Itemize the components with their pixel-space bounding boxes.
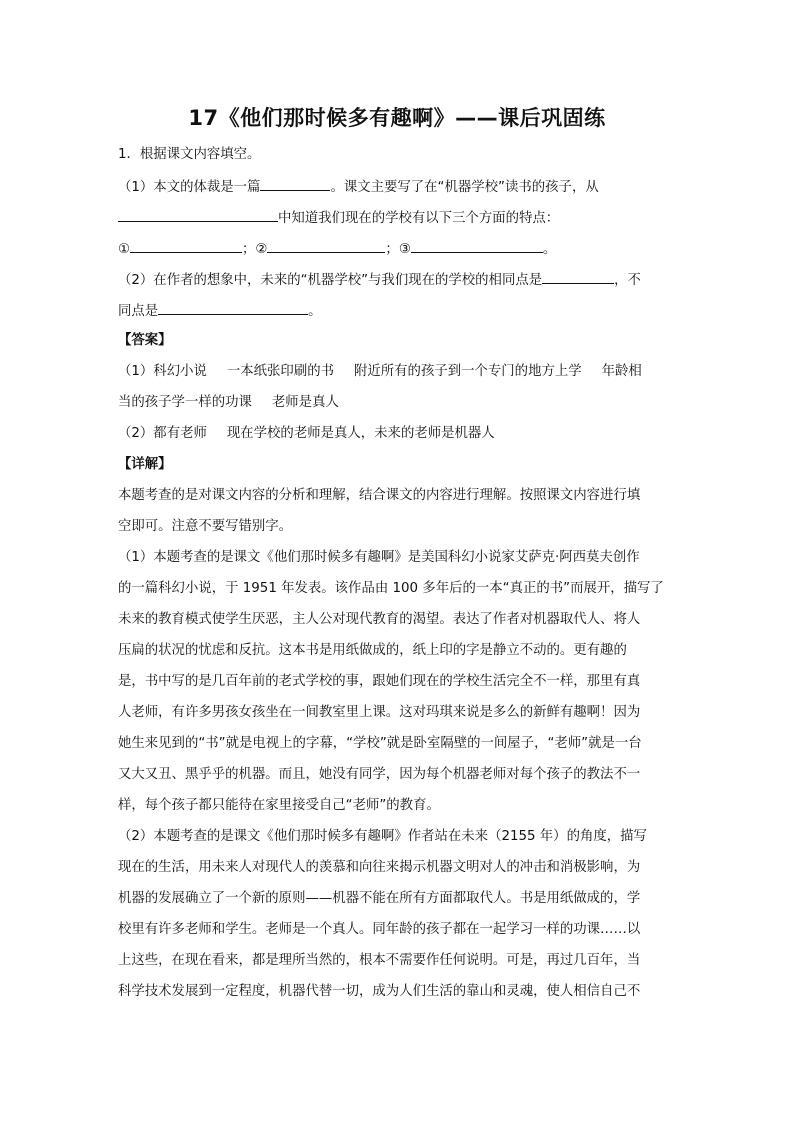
analysis-line: 科学技术发展到一定程度，机器代替一切，成为人们生活的靠山和灵魂，使人相信自己不 [118,984,641,999]
question-2-text-d: 。 [308,304,322,319]
blank-feature-1[interactable] [130,238,242,253]
analysis-line: 样，每个孩子都只能待在家里接受自己“老师”的教育。 [118,798,440,813]
blank-genre[interactable] [260,176,330,191]
analysis-line: （2）本题考查的是课文《他们那时候多有趣啊》作者站在未来（2155 年）的角度，描写 [118,829,647,844]
question-1-line-2 [118,207,559,229]
marker-1: ① [118,242,131,257]
analysis-line: 校里有许多老师和学生。老师是一个真人。同年龄的孩子都在一起学习一样的功课……以 [118,922,641,937]
answer-item: 年龄相 [601,364,642,379]
question-2-line-2 [118,300,322,322]
question-2-line-1 [118,269,641,291]
question-1-line-3 [118,238,556,260]
question-stem: 1．根据课文内容填空。 [118,147,261,162]
page-title: 17《他们那时候多有趣啊》——课后巩固练 [188,106,606,130]
blank-feature-3[interactable] [411,238,543,253]
blank-feature-2[interactable] [267,238,385,253]
answer-item: （2）都有老师 [118,426,207,441]
analysis-line: （1）本题考查的是课文《他们那时候多有趣啊》是美国科幻小说家艾萨克·阿西莫夫创作 [118,550,640,565]
blank-difference[interactable] [158,300,308,315]
blank-similarity[interactable] [542,269,614,284]
answer-item: 一本纸张印刷的书 [226,364,334,379]
analysis-line: 人老师，有许多男孩女孩坐在一间教室里上课。这对玛琪来说是多么的新鲜有趣啊！因为 [118,705,641,720]
analysis-line: 又大又丑、黑乎乎的机器。而且，她没有同学，因为每个机器老师对每个孩子的教法不一 [118,767,641,782]
answer-item: 现在学校的老师是真人，未来的老师是机器人 [226,426,495,441]
question-1-text-c: 中知道我们现在的学校有以下三个方面的特点： [278,211,560,226]
answer-item: 当的孩子学一样的功课 [118,395,252,410]
marker-3: ③ [398,242,411,257]
answer-1-line-2 [118,393,339,413]
analysis-heading: 【详解】 [118,457,172,472]
answer-1-line-1 [118,362,642,382]
analysis-line: 的一篇科幻小说，于 1951 年发表。该作品由 100 多年后的一本“真正的书”而展开，描写了 [118,581,664,596]
analysis-line: 是，书中写的是几百年前的老式学校的事，跟她们现在的学校生活完全不一样，那里有真 [118,674,641,689]
answer-item: 附近所有的孩子到一个专门的地方上学 [354,364,582,379]
analysis-line: 上这些，在现在看来，都是理所当然的，根本不需要作任何说明。可是，再过几百年，当 [118,953,641,968]
analysis-line: 机器的发展确立了一个新的原则——机器不能在所有方面都取代人。书是用纸做成的，学 [118,891,641,906]
question-2-text-c: 同点是 [118,304,159,319]
analysis-line: 现在的生活，用未来人对现代人的羡慕和向往来揭示机器文明对人的冲击和消极影响，为 [118,860,641,875]
answer-item: 老师是真人 [271,395,339,410]
marker-2: ② [255,242,268,257]
answer-2-line [118,424,495,444]
question-2-text-b: ，不 [614,273,641,288]
analysis-line: 压扁的状况的忧虑和反抗。这本书是用纸做成的，纸上印的字是静立不动的。更有趣的 [118,643,627,658]
analysis-line: 空即可。注意不要写错别字。 [118,519,293,534]
question-1-text-a: （1）本文的体裁是一篇 [118,180,261,195]
question-2-text-a: （2）在作者的想象中，未来的“机器学校”与我们现在的学校的相同点是 [118,273,543,288]
line-end: 。 [542,242,557,257]
question-1-text-b: 。课文主要写了在“机器学校”读书的孩子，从 [330,180,599,195]
analysis-line: 她生来见到的“书”就是电视上的字幕，“学校”就是卧室隔壁的一间屋子，“老师”就是一台 [118,736,642,751]
answer-heading: 【答案】 [118,333,172,348]
analysis-line: 本题考查的是对课文内容的分析和理解，结合课文的内容进行理解。按照课文内容进行填 [118,488,641,503]
question-1-line-1 [118,176,599,198]
blank-source[interactable] [118,207,278,222]
analysis-line: 未来的教育模式使学生厌恶，主人公对现代教育的渴望。表达了作者对机器取代人、将人 [118,612,641,627]
separator-1: ； [242,242,256,257]
separator-2: ； [385,242,399,257]
answer-item: （1）科幻小说 [118,364,207,379]
